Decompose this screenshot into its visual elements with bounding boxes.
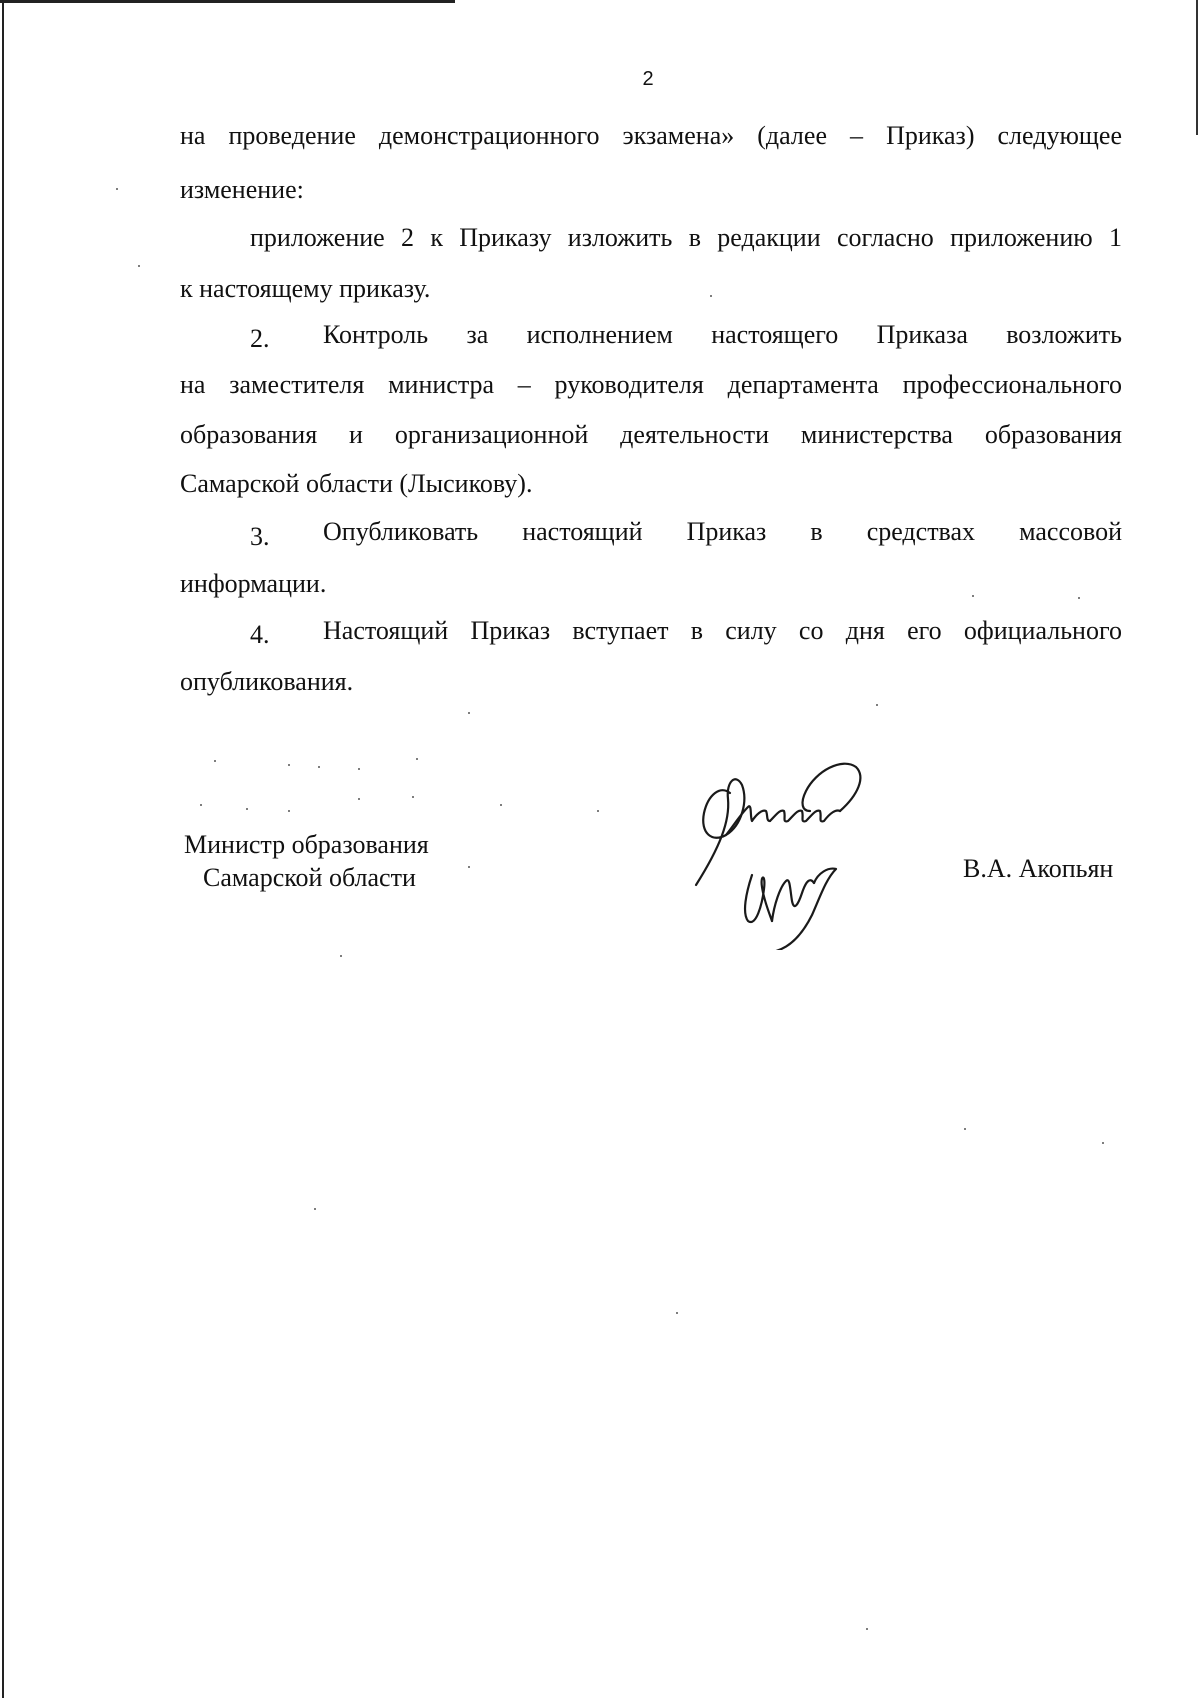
scan-dot — [200, 804, 202, 806]
item-2-number: 2. — [250, 324, 270, 353]
item-4-line-2: опубликования. — [180, 667, 354, 696]
item-2-line-3: образования и организационной деятельности министерства образования — [180, 420, 1122, 449]
scan-dot — [340, 955, 342, 957]
page-number: 2 — [642, 68, 654, 90]
scan-dot — [676, 1312, 678, 1314]
scan-dot — [318, 766, 320, 768]
scan-dot — [412, 796, 414, 798]
scan-dot — [288, 764, 290, 766]
item-2-line-1: Контроль за исполнением настоящего Приказа возложить — [323, 320, 1122, 349]
scan-dot — [972, 595, 974, 597]
scan-dot — [1102, 1142, 1104, 1144]
item-3-line-2: информации. — [180, 569, 327, 598]
item-4-line-1: Настоящий Приказ вступает в силу со дня его официального — [323, 616, 1122, 645]
scan-dot — [358, 798, 360, 800]
paragraph-1-line-1: на проведение демонстрационного экзамена» (далее – Приказ) следующее — [180, 121, 1122, 150]
scan-edge-left — [2, 0, 4, 1698]
scan-dot — [416, 758, 418, 760]
scan-dot — [116, 188, 118, 190]
paragraph-2-line-1: приложение 2 к Приказу изложить в редакции согласно приложению 1 — [250, 223, 1122, 252]
scan-dot — [866, 1628, 868, 1630]
scan-dot — [288, 810, 290, 812]
scan-dot — [710, 295, 712, 297]
scan-dot — [314, 1208, 316, 1210]
signer-position-line-2: Самарской области — [203, 863, 416, 892]
item-3-number: 3. — [250, 522, 270, 551]
scan-dot — [468, 712, 470, 714]
scan-dot — [246, 808, 248, 810]
handwritten-signature — [690, 755, 890, 950]
signer-position-line-1: Министр образования — [184, 830, 429, 859]
scan-dot — [358, 768, 360, 770]
item-2-line-2: на заместителя министра – руководителя департамента профессионального — [180, 370, 1122, 399]
scan-dot — [1078, 597, 1080, 599]
item-4-number: 4. — [250, 620, 270, 649]
scan-dot — [214, 760, 216, 762]
scan-edge-top — [0, 0, 455, 3]
scan-dot — [500, 804, 502, 806]
scan-dot — [138, 265, 140, 267]
paragraph-2-line-2: к настоящему приказу. — [180, 274, 431, 303]
signer-name: В.А. Акопьян — [963, 854, 1114, 883]
item-2-line-4: Самарской области (Лысикову). — [180, 469, 533, 498]
paragraph-1-line-2: изменение: — [180, 175, 304, 204]
item-3-line-1: Опубликовать настоящий Приказ в средствах массовой — [323, 517, 1122, 546]
scan-edge-right — [1196, 0, 1198, 135]
scan-dot — [468, 866, 470, 868]
scan-dot — [597, 810, 599, 812]
scan-dot — [964, 1128, 966, 1130]
scan-dot — [876, 704, 878, 706]
